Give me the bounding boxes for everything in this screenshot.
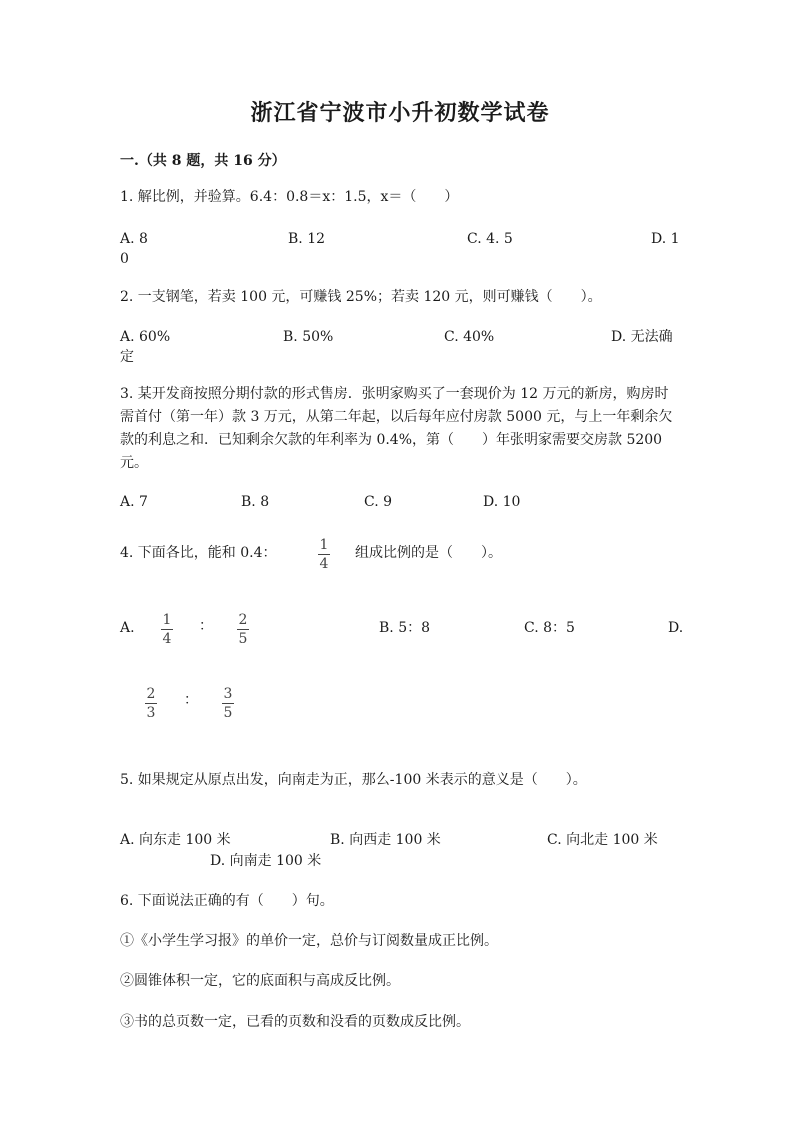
page-title: 浙江省宁波市小升初数学试卷 bbox=[250, 100, 550, 126]
question-1-option-a: A. 8 bbox=[120, 231, 148, 247]
question-4-option-a-fraction-1 bbox=[161, 612, 173, 647]
question-2-option-c: C. 40% bbox=[444, 329, 495, 345]
question-4-option-a-label: A. bbox=[120, 620, 135, 636]
question-5-option-b: B. 向西走 100 米 bbox=[330, 832, 441, 848]
fraction-bar bbox=[161, 629, 173, 630]
question-4-option-d-label: D. bbox=[668, 620, 684, 636]
question-1-option-d: D. 1 bbox=[651, 231, 680, 247]
question-5-stem: 5. 如果规定从原点出发，向南走为正，那么-100 米表示的意义是（ ）。 bbox=[120, 772, 587, 788]
fraction-denominator: 3 bbox=[146, 705, 156, 721]
question-2-option-d-wrap: 定 bbox=[120, 349, 134, 365]
question-4-option-b: B. 5：8 bbox=[379, 620, 431, 636]
question-4-option-d-fraction-1 bbox=[145, 686, 157, 721]
question-3-option-d: D. 10 bbox=[483, 494, 521, 510]
question-1-stem: 1. 解比例，并验算。6.4：0.8＝x：1.5，x＝（ ） bbox=[120, 189, 459, 205]
fraction-bar bbox=[237, 629, 249, 630]
question-6-statement-2: ②圆锥体积一定，它的底面积与高成反比例。 bbox=[120, 973, 400, 989]
fraction-bar bbox=[318, 554, 330, 555]
question-5-option-a: A. 向东走 100 米 bbox=[120, 832, 231, 848]
question-4-stem-end: 组成比例的是（ ）。 bbox=[355, 545, 502, 561]
question-5-option-d: D. 向南走 100 米 bbox=[210, 853, 322, 869]
question-3-stem: 3. 某开发商按照分期付款的形式售房．张明家购买了一套现价为 12 万元的新房，购房时需首付（第一年）款 3 万元，从第二年起，以后每年应付房款 5000 元，与上一年剩余欠款的利息之和．已知剩余欠款的年利率为 0.4%，第（ ）年张明家需要交房款 5200 元。 bbox=[120, 386, 673, 471]
question-2-option-b: B. 50% bbox=[283, 329, 334, 345]
fraction-numerator: 1 bbox=[162, 612, 172, 628]
fraction-bar bbox=[145, 703, 157, 704]
fraction-denominator: 5 bbox=[223, 705, 233, 721]
question-2-stem: 2. 一支钢笔，若卖 100 元，可赚钱 25%；若卖 120 元，则可赚钱（ ）。 bbox=[120, 289, 602, 305]
question-6-statement-1: ①《小学生学习报》的单价一定，总价与订阅数量成正比例。 bbox=[120, 933, 498, 949]
fraction-numerator: 3 bbox=[223, 686, 233, 702]
fraction-numerator: 2 bbox=[238, 612, 248, 628]
fraction-denominator: 5 bbox=[238, 631, 248, 647]
section-heading: 一.（共 8 题，共 16 分） bbox=[120, 153, 286, 169]
question-6-statement-3: ③书的总页数一定，已看的页数和没看的页数成反比例。 bbox=[120, 1014, 470, 1030]
question-1-option-c: C. 4. 5 bbox=[467, 231, 513, 247]
question-2-option-a: A. 60% bbox=[120, 329, 171, 345]
fraction-numerator: 2 bbox=[146, 686, 156, 702]
question-5-option-c: C. 向北走 100 米 bbox=[547, 832, 658, 848]
fraction-denominator: 4 bbox=[162, 631, 172, 647]
question-3-option-c: C. 9 bbox=[364, 494, 393, 510]
question-1-option-b: B. 12 bbox=[288, 231, 326, 247]
question-1-option-d-wrap: 0 bbox=[120, 251, 129, 267]
question-3-option-b: B. 8 bbox=[241, 494, 270, 510]
question-4-option-c: C. 8：5 bbox=[524, 620, 575, 636]
question-6-stem: 6. 下面说法正确的有（ ）句。 bbox=[120, 893, 334, 909]
question-4-option-a-colon: ： bbox=[199, 618, 213, 634]
question-4-stem-fraction bbox=[318, 537, 330, 572]
fraction-numerator: 1 bbox=[319, 537, 329, 553]
question-4-stem: 4. 下面各比，能和 0.4： bbox=[120, 545, 277, 561]
question-3-option-a: A. 7 bbox=[120, 494, 148, 510]
fraction-bar bbox=[222, 703, 234, 704]
question-4-option-d-fraction-2 bbox=[222, 686, 234, 721]
question-4-option-d-colon: ： bbox=[184, 692, 198, 708]
fraction-denominator: 4 bbox=[319, 556, 329, 572]
question-2-option-d: D. 无法确 bbox=[611, 329, 673, 345]
question-4-option-a-fraction-2 bbox=[237, 612, 249, 647]
